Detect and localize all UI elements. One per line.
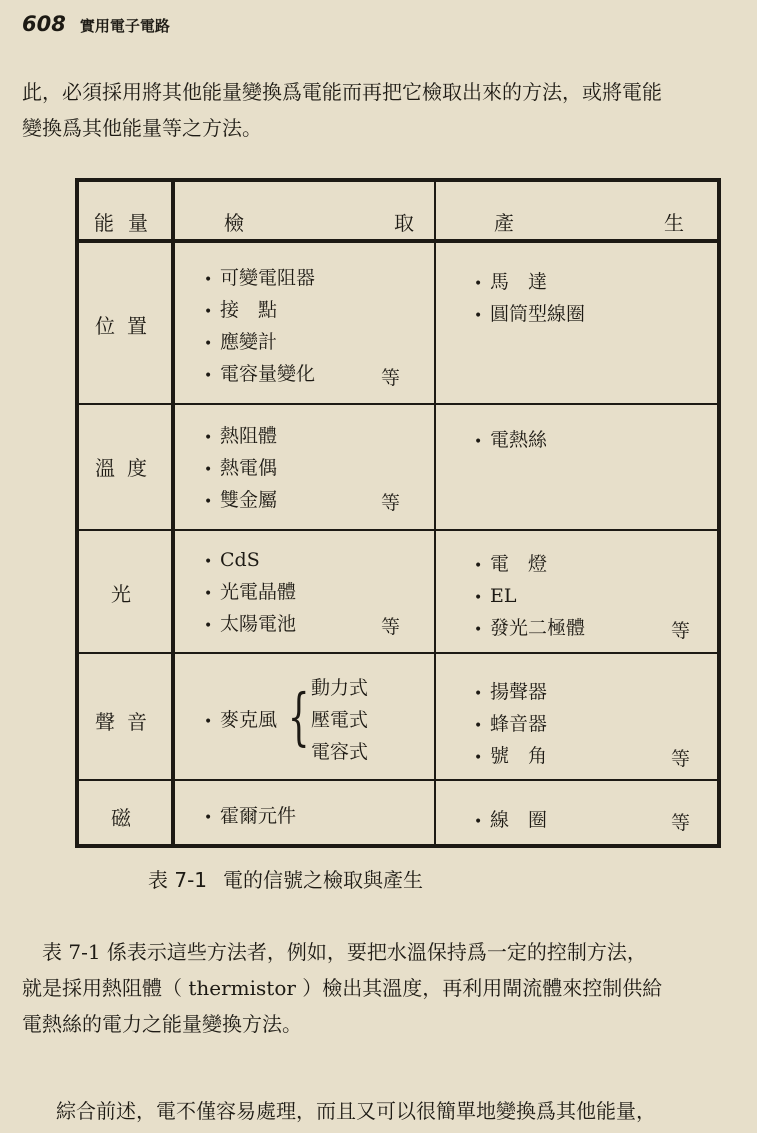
- table-caption-number: 表 7-1: [148, 868, 208, 892]
- table-caption: [148, 864, 423, 893]
- page-header: [22, 12, 170, 42]
- etc-label: 等: [381, 492, 401, 514]
- table-divider: [79, 652, 717, 654]
- list-item: • 光電晶體: [204, 581, 297, 603]
- brace-icon: {: [287, 680, 310, 753]
- paragraph-line: 就是採用熱阻體（ thermistor ）檢出其溫度，再利用閘流體來控制供給: [22, 976, 663, 1000]
- paragraph-example: [22, 934, 662, 1042]
- paragraph-line: 變換爲其他能量等之方法。: [22, 116, 262, 140]
- row-label-magnetism: 磁: [111, 806, 143, 830]
- etc-label: 等: [381, 616, 401, 638]
- energy-conversion-table: [75, 178, 721, 848]
- list-item: • 霍爾元件: [204, 805, 297, 827]
- table-divider: [79, 779, 717, 781]
- etc-label: 等: [671, 620, 691, 642]
- list-item: • CdS: [204, 549, 260, 571]
- list-item: • 蜂音器: [474, 713, 548, 735]
- list-item: • 馬 達: [474, 271, 548, 293]
- list-item: • 揚聲器: [474, 681, 548, 703]
- table-divider: [79, 239, 717, 243]
- table-divider: [79, 403, 717, 405]
- paragraph-line: 此，必須採用將其他能量變換爲電能而再把它檢取出來的方法，或將電能: [22, 80, 662, 104]
- paragraph-line: 表 7-1 係表示這些方法者，例如，要把水溫保持爲一定的控制方法，: [22, 940, 647, 964]
- etc-label: 等: [671, 748, 691, 770]
- table-divider: [434, 182, 436, 844]
- list-item: • 發光二極體: [474, 617, 586, 639]
- sub-item: 壓電式: [311, 709, 369, 731]
- book-title: 實用電子電路: [79, 17, 170, 35]
- row-label-sound: 聲音: [95, 710, 159, 734]
- list-item: • 線 圈: [474, 809, 548, 831]
- header-detect-char: 取: [394, 211, 414, 235]
- row-label-temperature: 溫度: [95, 456, 159, 480]
- header-detect: [224, 207, 414, 236]
- list-item: • 熱阻體: [204, 425, 278, 447]
- sub-item: 動力式: [311, 677, 369, 699]
- list-item: • 麥克風: [204, 709, 278, 731]
- header-produce: [494, 207, 684, 236]
- header-detect-char: 檢: [224, 211, 244, 235]
- list-item: • 電 燈: [474, 553, 548, 575]
- paragraph-line: 綜合前述，電不僅容易處理，而且又可以很簡單地變換爲其他能量，: [56, 1099, 656, 1123]
- list-item: • 太陽電池: [204, 613, 297, 635]
- paragraph-summary: [56, 1093, 656, 1129]
- list-item: • 電熱絲: [474, 429, 548, 451]
- etc-label: 等: [381, 367, 401, 389]
- etc-label: 等: [671, 812, 691, 834]
- paragraph-intro: [22, 74, 662, 146]
- list-item: • 圓筒型線圈: [474, 303, 586, 325]
- row-label-position: 位置: [95, 314, 159, 338]
- list-item: • 應變計: [204, 331, 278, 353]
- table-divider: [79, 529, 717, 531]
- row-label-light: 光: [111, 582, 143, 606]
- header-produce-char: 產: [494, 211, 514, 235]
- list-item: • 電容量變化: [204, 363, 316, 385]
- list-item: • EL: [474, 585, 517, 607]
- paragraph-line: 電熱絲的電力之能量變換方法。: [22, 1012, 302, 1036]
- header-produce-char: 生: [664, 211, 684, 235]
- header-energy: 能量: [94, 211, 162, 235]
- sub-item: 電容式: [311, 741, 369, 763]
- list-item: • 接 點: [204, 299, 278, 321]
- table-divider: [171, 182, 175, 844]
- list-item: • 可變電阻器: [204, 267, 316, 289]
- page-number: 608: [22, 12, 66, 36]
- list-item: • 熱電偶: [204, 457, 278, 479]
- list-item: • 號 角: [474, 745, 548, 767]
- list-item: • 雙金屬: [204, 489, 278, 511]
- table-caption-text: 電的信號之檢取與產生: [223, 868, 424, 892]
